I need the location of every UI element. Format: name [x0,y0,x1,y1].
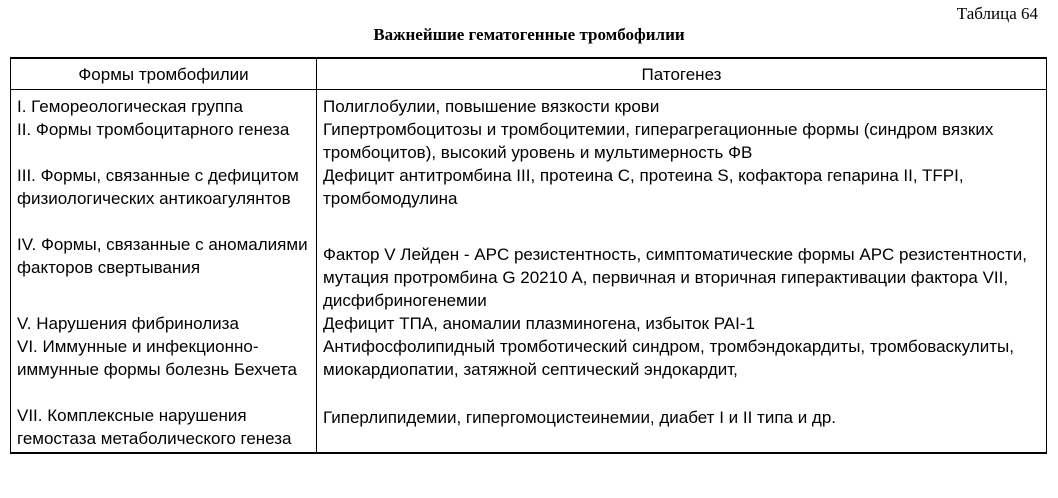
header-row [11,58,1047,90]
pathogenesis-cell: Гипертромбоцитозы и тромбоцитемии, гиперагрегационные формы (синдром вязких тромбоцитов), высокий уровень и мультимерность ФВ [317,118,1047,164]
form-cell: VI. Иммунные и инфекционно-иммунные формы болезнь Бехчета [11,335,317,404]
column-header-forms: Формы тромбофилии [11,58,317,90]
form-cell: II. Формы тромбоцитарного генеза [11,118,317,164]
table-row [11,164,1047,233]
form-cell: I. Гемореологическая группа [11,90,317,119]
thrombophilia-table [10,57,1047,454]
form-cell: V. Нарушения фибринолиза [11,312,317,335]
table-title: Важнейшие гематогенные тромбофилии [373,25,685,44]
pathogenesis-cell: Полиглобулии, повышение вязкости крови [317,90,1047,119]
pathogenesis-cell: Гиперлипидемии, гипергомоцистеинемии, диабет I и II типа и др. [317,404,1047,453]
pathogenesis-cell: Фактор V Лейден - APC резистентность, симптоматические формы APC резистентности, мутация протромбина G 20210 A, первичная и вторичная гиперактивации фактора VII, дисфибриногенемии [317,233,1047,312]
pathogenesis-cell: Дефицит ТПА, аномалии плазминогена, избыток PAI-1 [317,312,1047,335]
table-row [11,233,1047,312]
pathogenesis-cell: Антифосфолипидный тромботический синдром, тромбэндокардиты, тромбоваскулиты, миокардиопатии, затяжной септический эндокардит, [317,335,1047,404]
table-row [11,90,1047,119]
form-cell: III. Формы, связанные с дефицитом физиологических антикоагулянтов [11,164,317,233]
column-header-pathogenesis: Патогенез [317,58,1047,90]
form-cell: IV. Формы, связанные с аномалиями факторов свертывания [11,233,317,312]
form-cell: VII. Комплексные нарушения гемостаза метаболического генеза [11,404,317,453]
table-row [11,335,1047,404]
table-row [11,312,1047,335]
table-row [11,404,1047,453]
table-row [11,118,1047,164]
table-number: Таблица 64 [956,4,1038,23]
pathogenesis-cell: Дефицит антитромбина III, протеина С, протеина S, кофактора гепарина II, TFPI, тромбомодулина [317,164,1047,233]
